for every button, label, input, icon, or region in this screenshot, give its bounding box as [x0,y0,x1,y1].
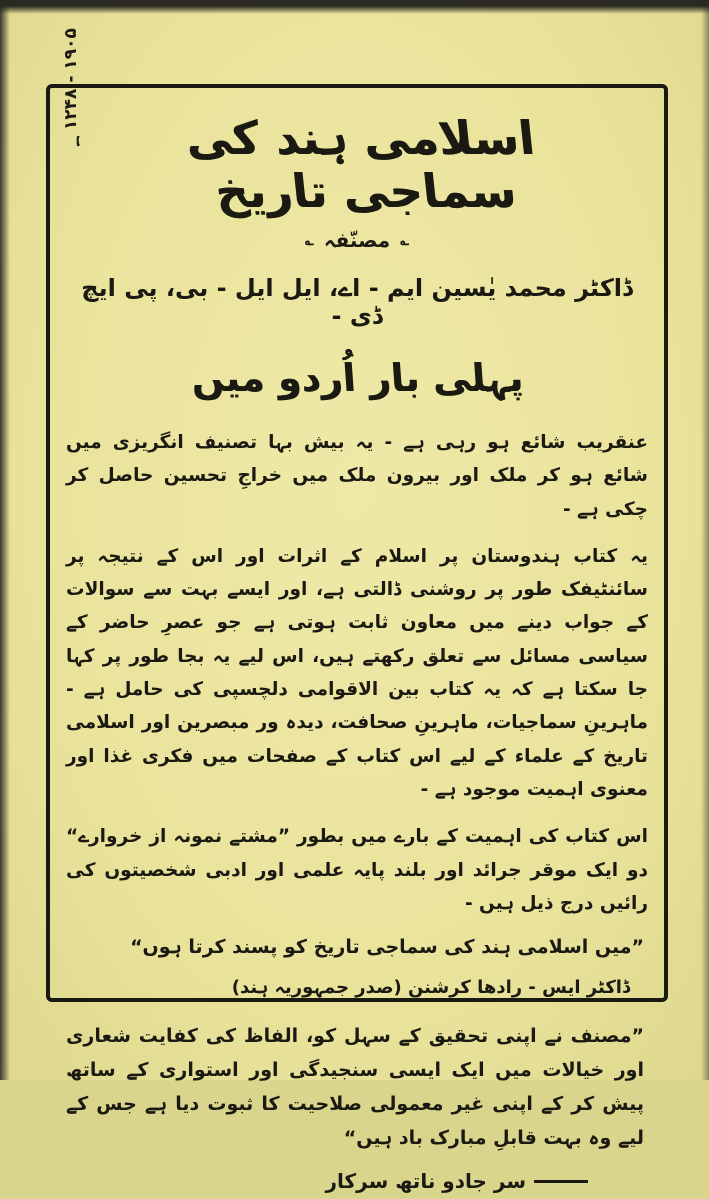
author-heading-row [66,228,648,252]
flourish-left: ؎ [305,231,314,249]
edition-dates: ۱۹۰۵ - ۱۲۴۸ ؁ [61,28,81,146]
title-block [61,28,648,218]
endorsement-attrib-2-row [66,1163,588,1199]
endorsement-quote-1: ”میں اسلامی ہند کی سماجی تاریخ کو پسند کرتا ہوں“ [130,936,644,959]
paragraph-reviews-intro: اس کتاب کی اہمیت کے بارے میں بطور ”مشتے نمونہ از خروارے“ دو ایک موقر جرائد اور بلند پایہ علمی اور ادبی شخصیتوں کی رائیں درج ذیل ہیں - [66,826,648,914]
page-border-frame [46,28,668,1194]
author-name-line: ڈاکٹر محمد یٰسین ایم - اے، ایل ایل - بی، پی ایچ ڈی - [81,274,633,330]
author-heading: مصنّفہ [323,228,391,252]
subtitle-first-time-urdu: پہلی بار اُردو میں [189,356,525,400]
body-text [66,426,648,1199]
endorsement-attrib-1: ڈاکٹر ایس - رادھا کرشنن (صدر جمہوریہ ہند) [231,977,630,999]
endorsement-attrib-2: سر جادو ناتھ سرکار [325,1169,526,1194]
book-title: اسلامی ہند کی سماجی تاریخ [182,111,538,218]
signature-dash [534,1180,588,1183]
paragraph-announcement: عنقریب شائع ہو رہی ہے - یہ بیش بہا تصنیف انگریزی میں شائع ہو کر ملک اور بیرون ملک میں خراجِ تحسین حاصل کر چکی ہے - [66,432,648,520]
paragraph-description: یہ کتاب ہندوستان پر اسلام کے اثرات اور اس کے نتیجہ پر سائنٹیفک طور پر روشنی ڈالتی ہے، اور ایسے بہت سے سوالات کے جواب دینے میں معاون ثابت ہوتی ہے جو عصرِ حاضر کے سیاسی مسائل سے تعلق رکھتے ہیں، اس لیے یہ بجا طور پر کہا جا سکتا ہے کہ یہ کتاب بین الاقوامی دلچسپی کی حامل ہے - ماہرینِ سماجیات، ماہرینِ صحافت، دیدہ ور مبصرین اور اسلامی تاریخ کے علماء کے لیے اس کتاب کے صفحات میں فکری غذا اور معنوی اہمیت موجود ہے - [66,545,648,800]
flourish-right: ؎ [400,231,409,249]
endorsement-quote-2: ”مصنف نے اپنی تحقیق کے سہل کو، الفاظ کی کفایت شعاری اور خیالات میں ایک ایسی سنجیدگی اور استواری کے ساتھ پیش کر کے اپنی غیر معمولی صلاحیت کا ثبوت دیا ہے جس کے لیے وہ بہت قابلِ مبارک باد ہیں“ [66,1024,644,1150]
